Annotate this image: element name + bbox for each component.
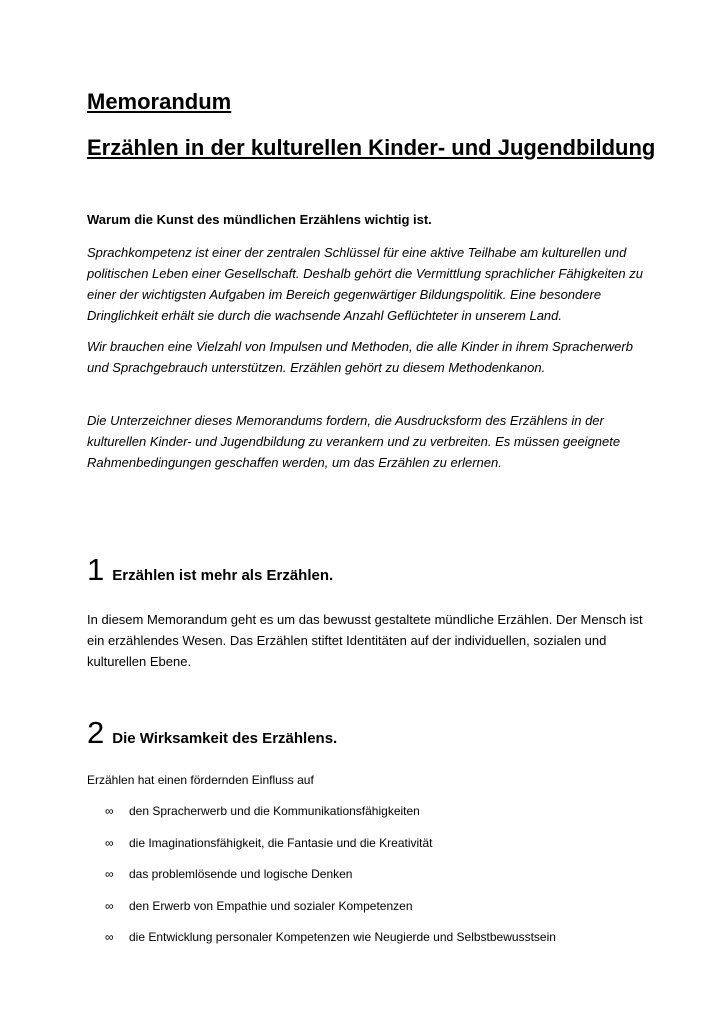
document-subtitle: Erzählen in der kulturellen Kinder- und Jugendbildung bbox=[87, 135, 656, 160]
section-2-bullet-list bbox=[105, 802, 556, 960]
intro-paragraph-1: Sprachkompetenz ist einer der zentralen Schlüssel für eine aktive Teilhabe am kulturellen und politischen Leben einer Gesellschaft. Deshalb gehört die Vermittlung sprachlicher Fähigkeiten zu einer der wichtigsten Aufgaben im Bereich gegenwärtiger Bildungspolitik. Eine besondere Dringlichkeit erhält sie durch die wachsende Anzahl Geflüchteter in unserem Land. bbox=[87, 245, 643, 323]
section-2-number: 2 bbox=[87, 715, 105, 750]
list-item-text: die Entwicklung personaler Kompetenzen wie Neugierde und Selbstbewusstsein bbox=[129, 930, 556, 944]
intro-heading: Warum die Kunst des mündlichen Erzählens wichtig ist. bbox=[87, 212, 432, 227]
infinity-bullet-icon: ∞ bbox=[105, 867, 114, 881]
list-item bbox=[105, 802, 556, 820]
section-1-number: 1 bbox=[87, 552, 105, 587]
section-1-heading bbox=[87, 553, 333, 587]
list-item bbox=[105, 865, 556, 883]
infinity-bullet-icon: ∞ bbox=[105, 898, 114, 913]
section-1-title: Erzählen ist mehr als Erzählen. bbox=[112, 567, 334, 584]
section-1-text: In diesem Memorandum geht es um das bewusst gestaltete mündliche Erzählen. Der Mensch ist ein erzählendes Wesen. Das Erzählen stiftet Identitäten auf der individuellen, sozialen und kulturellen Ebene. bbox=[87, 612, 643, 669]
infinity-bullet-icon: ∞ bbox=[105, 930, 114, 944]
list-item bbox=[105, 928, 556, 946]
section-2-lead: Erzählen hat einen fördernden Einfluss auf bbox=[87, 773, 314, 787]
list-item-text: den Erwerb von Empathie und sozialer Kompetenzen bbox=[129, 898, 413, 913]
infinity-bullet-icon: ∞ bbox=[105, 804, 114, 818]
infinity-bullet-icon: ∞ bbox=[105, 835, 114, 850]
list-item-text: das problemlösende und logische Denken bbox=[129, 867, 353, 881]
intro-paragraph-2: Wir brauchen eine Vielzahl von Impulsen und Methoden, die alle Kinder in ihrem Spracherwerb und Sprachgebrauch unterstützen. Erzählen gehört zu diesem Methodenkanon. bbox=[87, 339, 633, 375]
list-item-text: den Spracherwerb und die Kommunikationsfähigkeiten bbox=[129, 804, 420, 818]
intro-paragraph-3: Die Unterzeichner dieses Memorandums fordern, die Ausdrucksform des Erzählens in der kulturellen Kinder- und Jugendbildung zu verankern und zu verbreiten. Es müssen geeignete Rahmenbedingungen geschaffen werden, um das Erzählen zu erlernen. bbox=[87, 413, 621, 470]
list-item bbox=[105, 897, 556, 915]
list-item-text: die Imaginationsfähigkeit, die Fantasie und die Kreativität bbox=[129, 835, 433, 850]
section-2-title: Die Wirksamkeit des Erzählens. bbox=[112, 730, 338, 747]
document-title: Memorandum bbox=[87, 89, 232, 114]
section-2-heading bbox=[87, 716, 337, 750]
list-item bbox=[105, 834, 556, 852]
